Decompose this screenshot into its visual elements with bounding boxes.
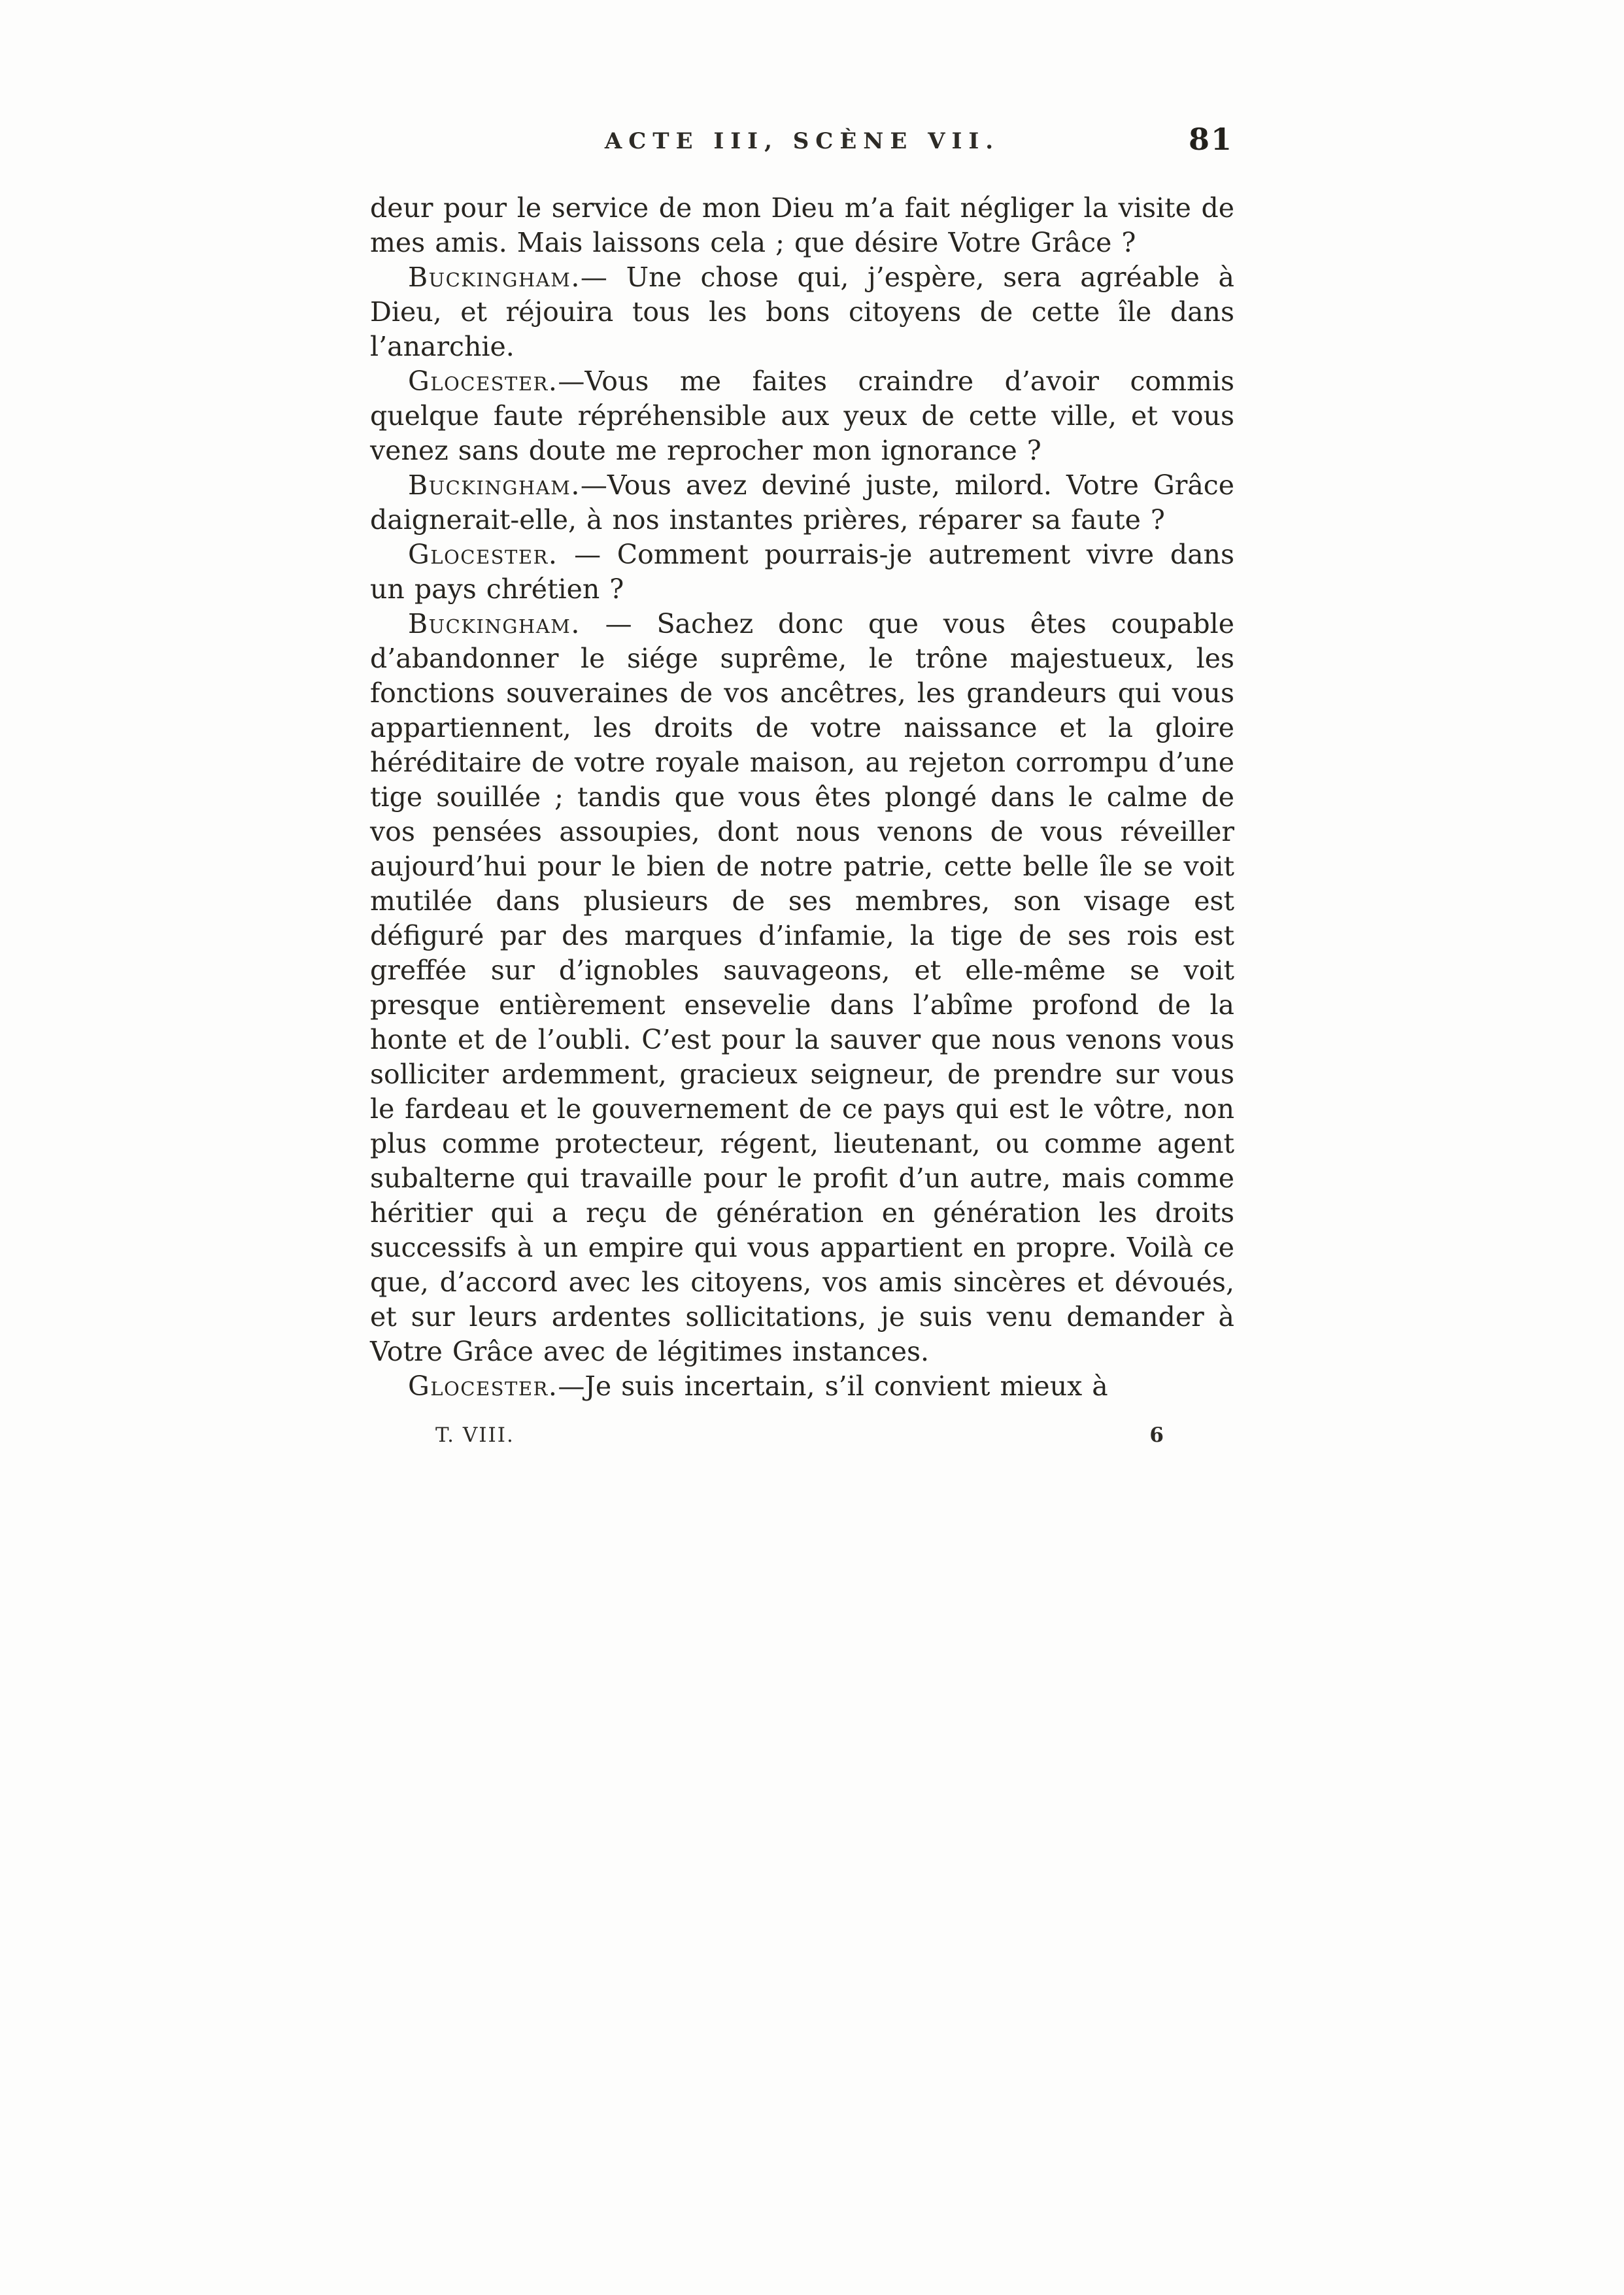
speaker-label: Buckingham.: [408, 608, 581, 639]
paragraph-text: —Vous me faites craindre d’avoir commis quelque faute répréhensible aux yeux de cette ville, et vous venez sans doute me reprocher mon ignorance ?: [370, 366, 1234, 466]
speaker-label: Buckingham.: [408, 262, 581, 293]
running-header-title: ACTE III, SCÈNE VII.: [604, 128, 1000, 154]
paragraph: [370, 607, 1234, 1369]
paragraph-text: — Une chose qui, j’espère, sera agréable à Dieu, et réjouira tous les bons citoyens de cette île dans l’anarchie.: [370, 262, 1234, 362]
paragraph: [370, 364, 1234, 468]
body-text: [370, 191, 1234, 1404]
speaker-label: Buckingham.: [408, 469, 581, 501]
text-column: [370, 122, 1234, 1447]
page-number: 81: [1188, 122, 1233, 157]
paragraph-text: deur pour le service de mon Dieu m’a fait négliger la visite de mes amis. Mais laissons cela ; que désire Votre Grâce ?: [370, 192, 1234, 258]
paragraph-text: — Sachez donc que vous êtes coupable d’abandonner le siége suprême, le trône majestueux, les fonctions souveraines de vos ancêtres, les grandeurs qui vous appartiennent, les droits de votre naissance et la gloire héréditaire de votre royale maison, au rejeton corrompu d’une tige souillée ; tandis que vous êtes plongé dans le calme de vos pensées assoupies, dont nous venons de vous réveiller aujourd’hui pour le bien de notre patrie, cette belle île se voit mutilée dans plusieurs de ses membres, son visage est défiguré par des marques d’infamie, la tige de ses rois est greffée sur d’ignobles sauvageons, et elle-même se voit presque entièrement ensevelie dans l’abîme profond de la honte et de l’oubli. C’est pour la sauver que nous venons vous solliciter ardemment, gracieux seigneur, de prendre sur vous le fardeau et le gouvernement de ce pays qui est le vôtre, non plus comme protecteur, régent, lieutenant, ou comme agent subalterne qui travaille pour le profit d’un autre, mais comme héritier qui a reçu de génération en génération les droits successifs à un empire qui vous appartient en propre. Voilà ce que, d’accord avec les citoyens, vos amis sincères et dévoués, et sur leurs ardentes sollicitations, je suis venu demander à Votre Grâce avec de légitimes instances.: [370, 608, 1234, 1367]
speaker-label: Glocester.: [408, 539, 558, 570]
paragraph: [370, 537, 1234, 607]
paragraph: [370, 191, 1234, 260]
paragraph: [370, 468, 1234, 537]
paragraph-text: — Comment pourrais-je autrement vivre dans un pays chrétien ?: [370, 539, 1234, 605]
paragraph-text: —Je suis incertain, s’il convient mieux à: [558, 1370, 1108, 1402]
speaker-label: Glocester.: [408, 1370, 558, 1402]
paragraph: [370, 1369, 1234, 1404]
page-header: [370, 122, 1234, 167]
page-footer: [370, 1423, 1234, 1447]
paragraph: [370, 260, 1234, 364]
speaker-label: Glocester.: [408, 366, 558, 397]
volume-label: T. VIII.: [435, 1423, 515, 1447]
signature-number: 6: [1149, 1423, 1164, 1447]
paragraph-text: —Vous avez deviné juste, milord. Votre Grâce daignerait-elle, à nos instantes prières, réparer sa faute ?: [370, 469, 1234, 536]
